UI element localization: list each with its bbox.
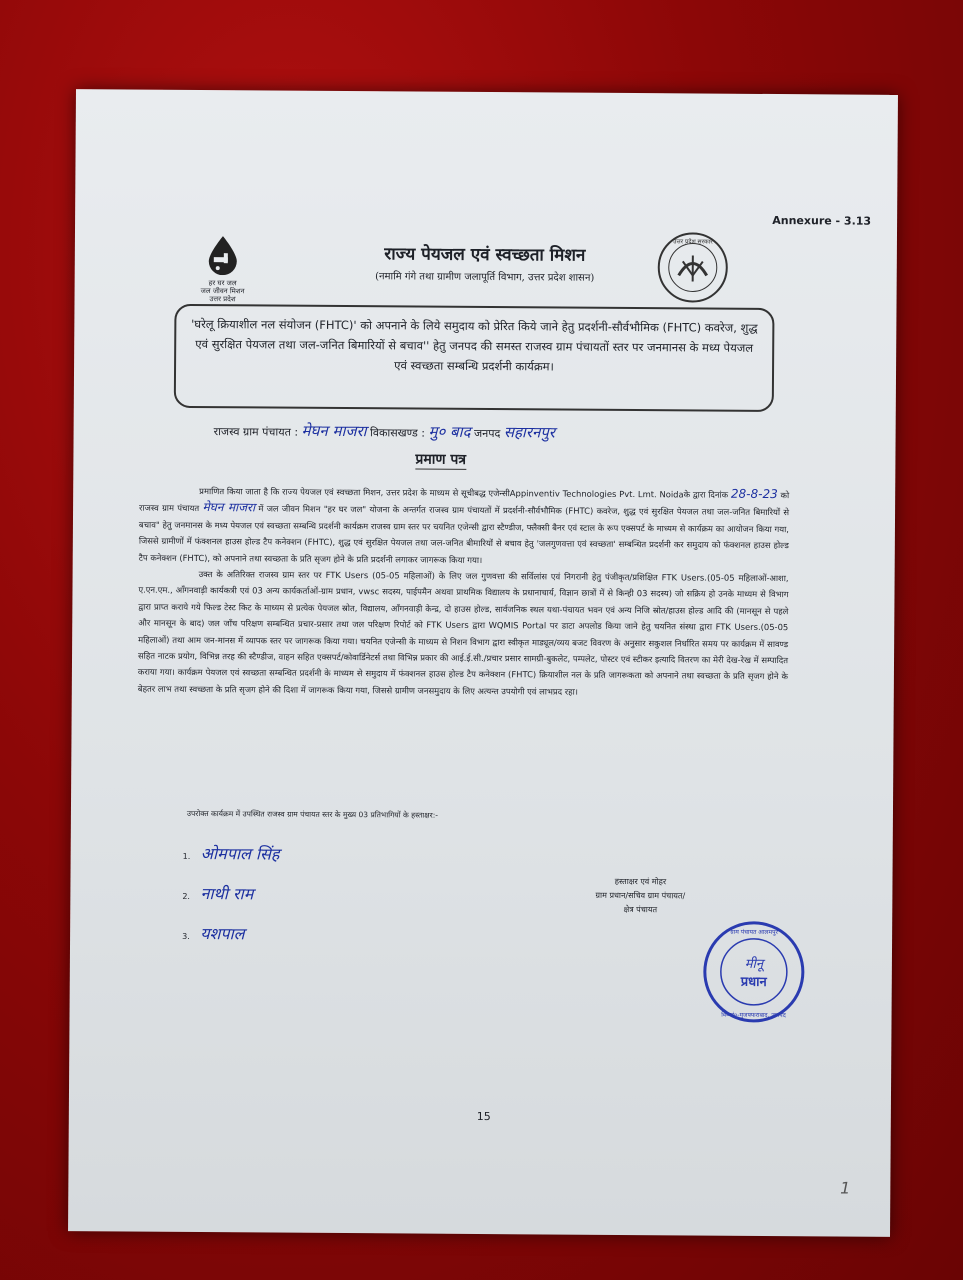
water-drop-icon — [206, 235, 240, 275]
header-title: राज्य पेयजल एवं स्वच्छता मिशन — [384, 244, 586, 266]
sign-line-2: ग्राम प्रधान/सचिव ग्राम पंचायत/ — [595, 890, 686, 901]
stamp-bottom-text: वि०खं०-मुजफ्फराबाद, जनपद — [721, 1011, 786, 1020]
program-date: 28-8-23 — [730, 486, 778, 502]
paragraph-2: उक्त के अतिरिक्त राजस्व ग्राम स्तर पर FTK Users (05-05 महिलाओं) के लिए जल गुणवत्ता की सर्विलांस एवं निगरानी हेतु पंजीकृत/प्रशिक्षित FTK Users.(05-05 महिलाओं-आशा, ए.एन.एम., आँगनवाड़ी कार्यकत्री एवं 03 अन्य कार्यकर्ताओं-ग्राम प्रधान, vwsc सदस्य, पाईपमैन अथवा प्राथमिक विद्यालय के प्रधानाचार्य, विज्ञान छात्रों में से किन्ही 03 सदस्य) जो सक्रिय हो उनके माध्यम से विभाग द्वारा प्राप्त कराये गये फिल्ड टेस्ट किट के माध्यम से प्रत्येक पेयजल स्रोत, विद्यालय, आँगनवाड़ी केन्द्र, दो हाउस होल्ड, सार्वजनिक स्थल यथा-पंचायत भवन एवं अन्य निजि स्रोत/हाउस होल्ड आदि की (मानसून से पहले और मानसून के बाद) जल जाँच परिक्षण सम्बन्धित प्रचार-प्रसार तथा जल परिक्षण रिपोर्ट को FTK Users द्वारा WQMIS Portal पर डाटा अपलोड किया जाने हेतु चयनित संस्था द्वारा FTK Users.(05-05 महिलाओं) तथा आम जन-मानस में व्यापक स्तर पर जागरूक किया गया। चयनित एजेन्सी के माध्यम से निशन विभाग द्वारा स्वीकृत माड्यूल/व्यय बजट विवरण के अनुसार सकुशल निर्धारित समय पर कार्यक्रम में सावण्ड सहित नाटक प्रयोग, विभिन्न तरह की स्टैण्डीज, वाहन सहित एक्सपर्ट/कोवार्डिनेटर्स तथा विभिन्न प्रकार की आई.ई.सी./प्रचार प्रसार सामग्री-बुकलेट, पम्पलेट, पोस्टर एवं स्टीकर इत्यादि वितरण का मेरी देख-रेख में सम्पादित कराया गया। कार्यक्रम पेयजल एवं स्वच्छता सम्बन्धित प्रदर्शनी के माध्यम से समुदाय में फंक्शनल हाउस होल्ड टैप कनेक्शन (FHTC) क्रियाशील नल के प्रति जागरूकता को अपनाने तथा स्वच्छता के प्रति सृजग होने के बेहतर लाभ तथा स्वच्छता के प्रति सृजग होने की दिशा में जागरूक किया गया, जिससे ग्रामीण जनसमुदाय के लिए अत्यन्त उपयोगी एवं लाभप्रद रहा। — [137, 569, 789, 697]
program-description-box: 'घरेलू क्रियाशील नल संयोजन (FHTC)' को अपनाने के लिये समुदाय को प्रेरित किये जाने हेतु प्रदर्शनी-सौर्वभौमिक (FHTC) कवरेज, शुद्ध एवं सुरक्षित पेयजल तथा जल-जनित बिमारियों से बचाव'' हेतु जनपद की समस्त राजस्व ग्राम पंचायतों स्तर पर जनमानस के मध्य पेयजल एवं स्वच्छता सम्बन्धि प्रदर्शनी कार्यक्रम। — [174, 304, 775, 412]
document-page — [68, 89, 898, 1237]
p1-part-c: में जल जीवन मिशन "हर घर जल" योजना के अन्तर्गत राजस्व ग्राम पंचायतों में प्रदर्शनी-सौर्वभौमिक (FHTC) कवरेज, शुद्ध एवं सुरक्षित पेयजल तथा जल-जनित बिमारियों से बचाव" हेतु जनमानस के मध्य पेयजल एवं स्वच्छता सम्बन्धि प्रदर्शनी कार्यक्रम राजस्व ग्राम स्तर पर चयनित एजेन्सी द्वारा स्टैण्डीज, फ्लैक्सी बैनर एवं स्टाल के रूप एक्सपर्ट के माध्यम से कार्यक्रम का आयोजन किया गया, जिससे ग्रामीणों में फंक्शनल हाउस होल्ड टैप कनेक्शन (FHTC), शुद्ध एवं सुरक्षित पेयजल तथा जल-जनित बीमारियों से बचाव हेतु 'जलगुणवत्ता एवं स्वच्छता' सम्बन्धित प्रदर्शनी कर समुदाय को फंक्शनल हाउस होल्ड टैप कनेक्शन (FHTC), को अपनाने तथा स्वच्छता के प्रति सृजग होने के प्रति प्रदर्शनी लगाकर जागरूक किया गया। — [138, 503, 790, 565]
participant-num: 2. — [182, 891, 191, 901]
p1-part-b: को राजस्व ग्राम पंचायत — [139, 490, 790, 514]
participant-num: 3. — [182, 931, 190, 941]
page-number: 15 — [476, 1109, 491, 1124]
har-ghar-jal-logo — [193, 235, 253, 303]
block-label: विकासखण्ड : — [369, 426, 426, 440]
stamp-top-text: ग्राम पंचायत आलमपुर — [730, 928, 778, 937]
stamp-role: प्रधान — [740, 974, 767, 990]
district-label: जनपद — [473, 426, 501, 441]
gram-panchayat-line — [214, 420, 774, 444]
participants-heading: उपरोक्त कार्यक्रम में उपस्थित राजस्व ग्राम पंचायत स्तर के मुख्य 03 प्रतिभागियों के हस्ताक्षर:- — [186, 808, 438, 820]
logo-line-1: हर घर जल — [208, 279, 237, 288]
p1-part-a: प्रमाणित किया जाता है कि राज्य पेयजल एवं स्वच्छता मिशन, उत्तर प्रदेश के माध्यम से सूचीबद्ध एजेन्सीAppinventiv Technologies Pvt. Lmt. Noidaके द्वारा दिनांक — [199, 486, 729, 500]
paragraph-1 — [139, 482, 790, 571]
certificate-body — [138, 482, 789, 702]
annexure-label: Annexure - 3.13 — [772, 214, 872, 228]
sign-line-3: क्षेत्र पंचायत — [623, 904, 658, 915]
participant-signature-1 — [183, 842, 280, 865]
sign-line-1: हस्ताक्षर एवं मोहर — [614, 876, 667, 887]
participant-name: यशपाल — [200, 924, 245, 944]
participant-name: नाथी राम — [200, 884, 254, 904]
header — [305, 241, 665, 285]
pradhan-stamp — [701, 920, 806, 1025]
seal-text: उत्तर प्रदेश सरकार — [673, 238, 713, 246]
participant-name: ओमपाल सिंह — [200, 844, 280, 864]
header-subtitle: (नमामि गंगे तथा ग्रामीण जलापूर्ति विभाग, उत्तर प्रदेश शासन) — [375, 271, 595, 284]
participant-signature-3 — [182, 922, 245, 944]
gp-name-ink: मेघन माजरा — [202, 500, 256, 515]
logo-line-3: उत्तर प्रदेश — [209, 295, 236, 304]
certificate-title: प्रमाण पत्र — [415, 451, 467, 468]
logo-line-2: जल जीवन मिशन — [200, 287, 245, 296]
stamp-name: मीनू — [744, 956, 764, 972]
participant-signature-2 — [182, 882, 253, 904]
district-value: सहारनपुर — [503, 423, 556, 442]
gp-label: राजस्व ग्राम पंचायत : — [213, 425, 299, 439]
official-signature-block — [550, 874, 730, 917]
up-government-seal-icon — [657, 231, 730, 304]
participant-num: 1. — [182, 851, 191, 861]
block-value: मु० बाद — [428, 422, 471, 441]
gp-value: मेघन माजरा — [301, 421, 367, 441]
corner-mark: 1 — [840, 1178, 851, 1198]
